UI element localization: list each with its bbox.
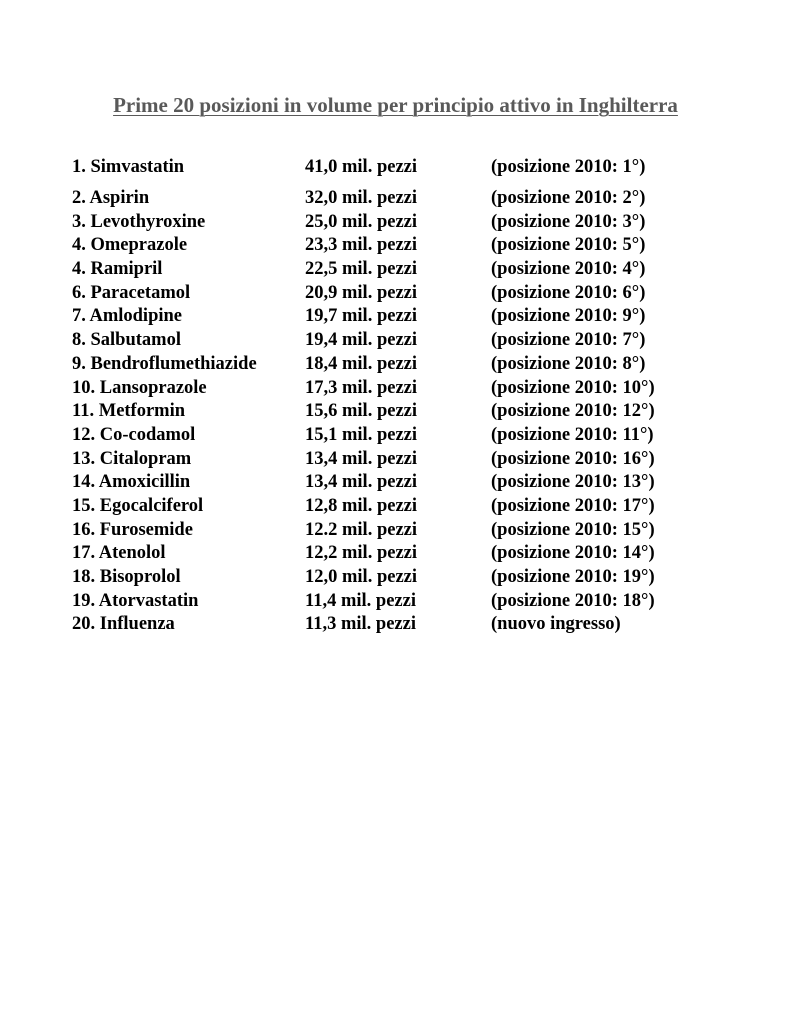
list-item xyxy=(72,519,712,543)
ranking-list xyxy=(72,156,712,637)
drug-volume: 12,2 mil. pezzi xyxy=(305,543,418,564)
list-item xyxy=(72,156,712,187)
drug-name: 8. Salbutamol xyxy=(72,330,181,351)
drug-previous-position: (posizione 2010: 12°) xyxy=(491,401,655,422)
drug-name: 13. Citalopram xyxy=(72,448,192,469)
drug-volume: 15,1 mil. pezzi xyxy=(305,424,418,445)
drug-name: 7. Amlodipine xyxy=(72,306,182,327)
drug-previous-position: (nuovo ingresso) xyxy=(491,614,621,635)
drug-previous-position: (posizione 2010: 3°) xyxy=(491,211,646,232)
list-item xyxy=(72,471,712,495)
list-item xyxy=(72,613,712,637)
list-item xyxy=(72,329,712,353)
drug-name: 11. Metformin xyxy=(72,401,186,422)
drug-previous-position: (posizione 2010: 7°) xyxy=(491,330,646,351)
drug-volume: 12,0 mil. pezzi xyxy=(305,567,418,587)
list-item xyxy=(72,590,712,614)
list-item xyxy=(72,424,712,448)
drug-name: 15. Egocalciferol xyxy=(72,495,204,516)
drug-previous-position: (posizione 2010: 16°) xyxy=(491,448,655,469)
drug-volume: 12,8 mil. pezzi xyxy=(305,495,418,516)
drug-previous-position: (posizione 2010: 11°) xyxy=(491,424,654,445)
drug-name: 20. Influenza xyxy=(72,614,175,635)
list-item xyxy=(72,258,712,282)
drug-volume: 23,3 mil. pezzi xyxy=(305,235,418,256)
drug-previous-position: (posizione 2010: 1°) xyxy=(491,157,646,177)
drug-volume: 13,4 mil. pezzi xyxy=(305,448,418,469)
list-item xyxy=(72,211,712,235)
drug-previous-position: (posizione 2010: 13°) xyxy=(491,472,655,493)
drug-name: 4. Omeprazole xyxy=(72,235,188,256)
drug-previous-position: (posizione 2010: 14°) xyxy=(491,543,655,564)
drug-previous-position: (posizione 2010: 19°) xyxy=(491,567,655,587)
drug-previous-position: (posizione 2010: 9°) xyxy=(491,306,646,327)
drug-volume: 20,9 mil. pezzi xyxy=(305,282,418,303)
list-item xyxy=(72,282,712,306)
list-item xyxy=(72,542,712,566)
list-item xyxy=(72,305,712,329)
drug-name: 12. Co-codamol xyxy=(72,424,196,445)
drug-previous-position: (posizione 2010: 6°) xyxy=(491,282,646,303)
drug-name: 19. Atorvastatin xyxy=(72,590,199,611)
drug-volume: 41,0 mil. pezzi xyxy=(305,157,418,177)
list-item xyxy=(72,353,712,377)
list-item xyxy=(72,187,712,211)
drug-previous-position: (posizione 2010: 15°) xyxy=(491,519,655,540)
drug-volume: 25,0 mil. pezzi xyxy=(305,211,418,232)
drug-volume: 11,3 mil. pezzi xyxy=(305,614,416,635)
drug-volume: 11,4 mil. pezzi xyxy=(305,590,416,611)
drug-volume: 15,6 mil. pezzi xyxy=(305,401,418,422)
page-title xyxy=(0,92,791,118)
drug-name: 6. Paracetamol xyxy=(72,282,191,303)
drug-name: 14. Amoxicillin xyxy=(72,472,191,493)
drug-previous-position: (posizione 2010: 18°) xyxy=(491,590,655,611)
drug-volume: 18,4 mil. pezzi xyxy=(305,353,418,374)
list-item xyxy=(72,495,712,519)
drug-name: 10. Lansoprazole xyxy=(72,377,207,398)
drug-name: 9. Bendroflumethiazide xyxy=(72,353,257,374)
drug-previous-position: (posizione 2010: 17°) xyxy=(491,495,655,516)
drug-volume: 12.2 mil. pezzi xyxy=(305,519,418,540)
list-item xyxy=(72,448,712,472)
list-item xyxy=(72,400,712,424)
drug-volume: 19,4 mil. pezzi xyxy=(305,330,418,351)
drug-name: 18. Bisoprolol xyxy=(72,567,181,587)
list-item xyxy=(72,234,712,258)
drug-volume: 13,4 mil. pezzi xyxy=(305,472,418,493)
drug-name: 1. Simvastatin xyxy=(72,157,185,177)
drug-name: 4. Ramipril xyxy=(72,259,163,280)
drug-volume: 32,0 mil. pezzi xyxy=(305,188,418,208)
drug-name: 2. Aspirin xyxy=(72,188,150,208)
drug-previous-position: (posizione 2010: 2°) xyxy=(491,188,646,208)
drug-name: 17. Atenolol xyxy=(72,543,166,564)
drug-previous-position: (posizione 2010: 5°) xyxy=(491,235,646,256)
page-title-text: Prime 20 posizioni in volume per principio attivo in Inghilterra xyxy=(113,93,678,117)
list-item xyxy=(72,566,712,590)
drug-previous-position: (posizione 2010: 8°) xyxy=(491,353,646,374)
drug-previous-position: (posizione 2010: 10°) xyxy=(491,377,655,398)
drug-name: 3. Levothyroxine xyxy=(72,211,206,232)
drug-volume: 17,3 mil. pezzi xyxy=(305,377,418,398)
drug-previous-position: (posizione 2010: 4°) xyxy=(491,259,646,280)
list-item xyxy=(72,377,712,401)
drug-volume: 22,5 mil. pezzi xyxy=(305,259,418,280)
drug-volume: 19,7 mil. pezzi xyxy=(305,306,418,327)
drug-name: 16. Furosemide xyxy=(72,519,193,540)
